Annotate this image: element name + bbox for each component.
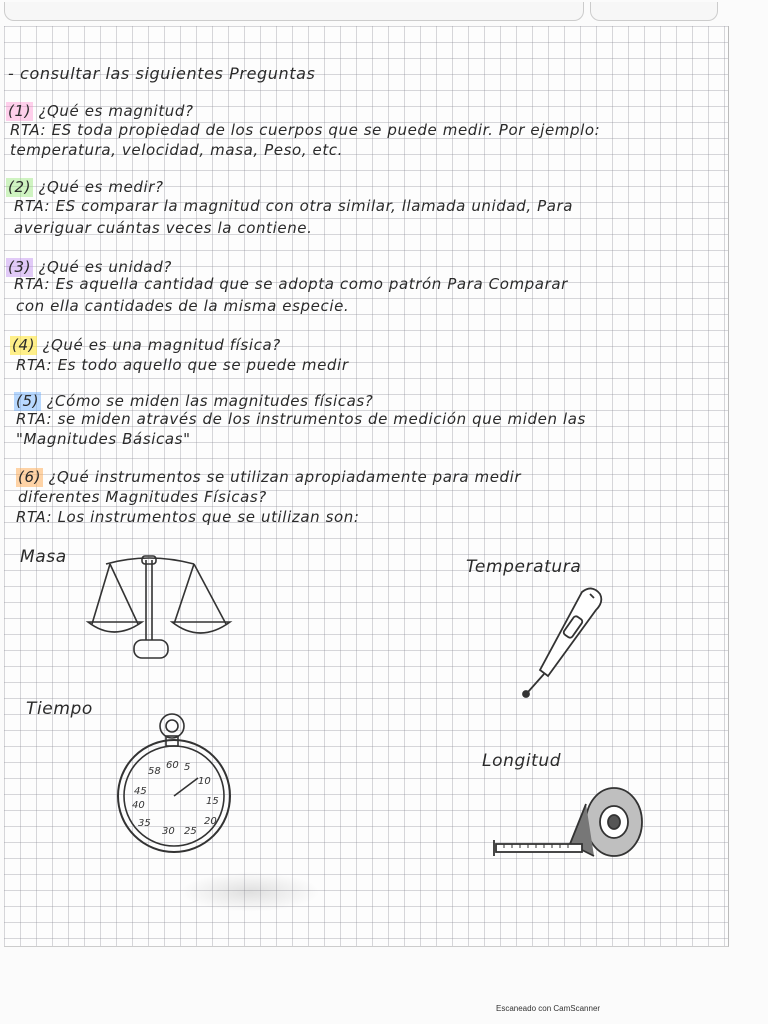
svg-text:5: 5 xyxy=(184,762,191,773)
notebook-top-edge xyxy=(0,0,768,24)
question-6 xyxy=(16,468,521,487)
svg-text:30: 30 xyxy=(162,826,175,837)
svg-text:40: 40 xyxy=(132,800,145,811)
question-number: (3) xyxy=(8,258,32,276)
answer-1-line-2: temperatura, velocidad, masa, Peso, etc. xyxy=(10,141,344,159)
svg-text:20: 20 xyxy=(204,816,217,827)
scanner-watermark: Escaneado con CamScanner xyxy=(496,1004,601,1013)
page-edge-left xyxy=(4,2,584,21)
stopwatch-icon xyxy=(114,708,238,836)
answer-5-line-2: "Magnitudes Básicas" xyxy=(16,430,191,448)
question-text: ¿Cómo se miden las magnitudes físicas? xyxy=(46,392,374,410)
question-4 xyxy=(10,336,281,355)
label-temperatura: Temperatura xyxy=(466,557,582,577)
question-text: ¿Qué es magnitud? xyxy=(38,102,194,120)
svg-text:45: 45 xyxy=(134,786,147,797)
question-2 xyxy=(6,178,164,197)
label-masa: Masa xyxy=(20,547,67,567)
answer-1-line-1: RTA: ES toda propiedad de los cuerpos que se puede medir. Por ejemplo: xyxy=(10,121,601,139)
question-5 xyxy=(14,392,373,411)
answer-3-line-1: RTA: Es aquella cantidad que se adopta como patrón Para Comparar xyxy=(14,275,568,293)
answer-5-line-1: RTA: se miden através de los instrumentos de medición que miden las xyxy=(16,410,586,428)
question-number: (4) xyxy=(12,336,36,354)
answer-2-line-2: averiguar cuántas veces la contiene. xyxy=(14,219,313,237)
svg-text:58: 58 xyxy=(148,766,161,777)
answer-3-line-2: con ella cantidades de la misma especie. xyxy=(16,297,350,315)
svg-text:60: 60 xyxy=(166,760,179,771)
question-text: ¿Qué es una magnitud física? xyxy=(42,336,281,354)
question-number: (1) xyxy=(8,102,32,120)
ink-smudge xyxy=(180,872,320,912)
svg-text:35: 35 xyxy=(138,818,151,829)
heading: - consultar las siguientes Preguntas xyxy=(8,64,316,83)
svg-text:10: 10 xyxy=(198,776,211,787)
label-tiempo: Tiempo xyxy=(26,699,93,719)
question-6-line-2: diferentes Magnitudes Físicas? xyxy=(18,488,267,506)
svg-text:25: 25 xyxy=(184,826,197,837)
page-edge-right xyxy=(590,2,718,21)
label-longitud: Longitud xyxy=(482,751,562,771)
question-number: (6) xyxy=(18,468,42,486)
question-text: ¿Qué instrumentos se utilizan apropiadamente para medir xyxy=(48,468,522,486)
question-number: (2) xyxy=(8,178,32,196)
question-1 xyxy=(6,102,194,121)
svg-text:15: 15 xyxy=(206,796,219,807)
answer-2-line-1: RTA: ES comparar la magnitud con otra similar, llamada unidad, Para xyxy=(14,197,574,215)
question-number: (5) xyxy=(16,392,40,410)
answer-6-line-1: RTA: Los instrumentos que se utilizan son: xyxy=(16,508,360,526)
thermometer-icon xyxy=(520,584,610,702)
question-text: ¿Qué es medir? xyxy=(38,178,164,196)
answer-4-line-1: RTA: Es todo aquello que se puede medir xyxy=(16,356,349,374)
tape-measure-icon xyxy=(490,784,646,864)
balance-scale-icon xyxy=(86,552,236,664)
question-text: ¿Qué es unidad? xyxy=(38,258,172,276)
